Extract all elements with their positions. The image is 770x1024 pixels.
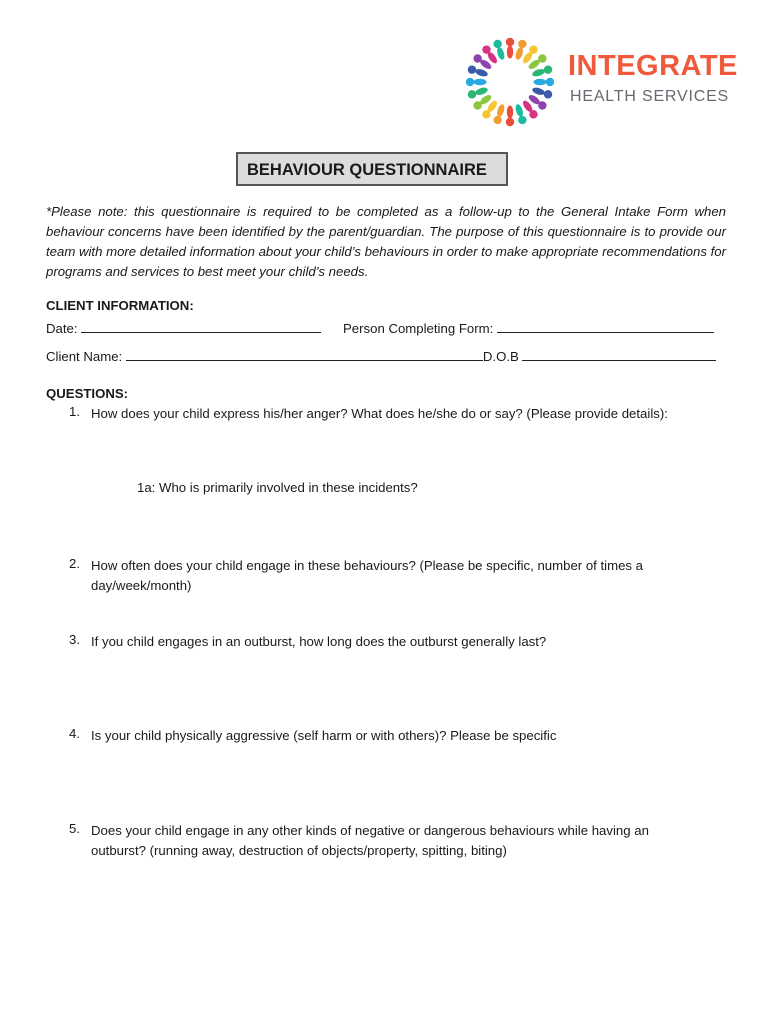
question-2-text: How often does your child engage in these behaviours? (Please be specific, number of times a day/week/month): [91, 558, 643, 593]
intro-note: *Please note: this questionnaire is required to be completed as a follow-up to the General Intake Form when behaviour concerns have been identified by the parent/guardian. The purpose of this questionnaire is to provide our team with more detailed information about your child’s behaviours in order to make appropriate recommendations for programs and services to best meet your child’s needs.: [46, 204, 726, 279]
client-name-label: Client Name:: [46, 349, 123, 364]
question-1a-text: 1a: Who is primarily involved in these incidents?: [137, 480, 418, 495]
date-line[interactable]: [81, 319, 321, 333]
title-box: [236, 152, 508, 186]
person-completing-line[interactable]: [497, 319, 714, 333]
logo-name: INTEGRATE: [568, 50, 738, 82]
person-completing-field[interactable]: [343, 319, 714, 336]
question-number: 1.: [69, 404, 80, 419]
questions-heading: QUESTIONS:: [46, 386, 129, 401]
date-field[interactable]: [46, 319, 321, 336]
client-name-line[interactable]: [126, 347, 483, 361]
logo-ring-icon: [462, 34, 562, 130]
client-info-heading: CLIENT INFORMATION:: [46, 298, 194, 313]
dob-label: D.O.B: [482, 349, 519, 364]
question-1-text: How does your child express his/her anger? What does he/she do or say? (Please provide details):: [91, 406, 668, 421]
logo-tagline: HEALTH SERVICES: [570, 88, 730, 105]
question-3-text: If you child engages in an outburst, how long does the outburst generally last?: [91, 634, 547, 649]
person-completing-label: Person Completing Form:: [343, 321, 494, 336]
question-number: 5.: [69, 821, 80, 836]
page-title: BEHAVIOUR QUESTIONNAIRE: [247, 161, 487, 179]
client-name-field[interactable]: [46, 347, 716, 364]
question-number: 4.: [69, 726, 80, 741]
question-number: 2.: [69, 556, 80, 571]
dob-line[interactable]: [522, 347, 716, 361]
company-logo: [462, 34, 738, 130]
date-label: Date:: [46, 321, 78, 336]
question-5-text: Does your child engage in any other kinds of negative or dangerous behaviours while having an outburst? (running away, destruction of objects/property, spitting, biting): [91, 823, 649, 858]
question-4-text: Is your child physically aggressive (self harm or with others)? Please be specific: [91, 728, 557, 743]
question-number: 3.: [69, 632, 80, 647]
